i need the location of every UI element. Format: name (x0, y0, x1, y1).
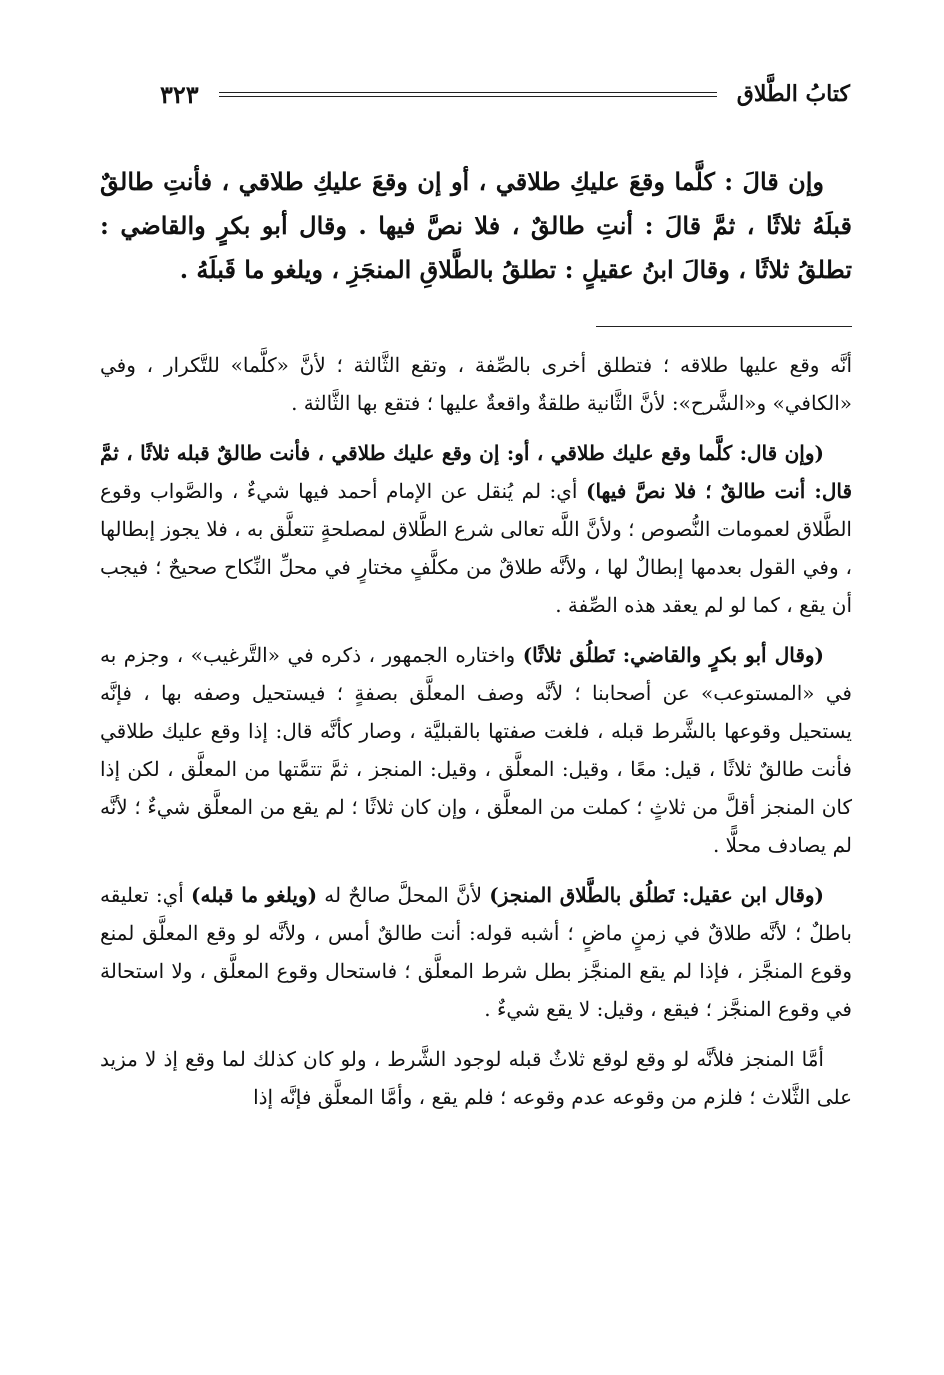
page-header (160, 72, 850, 116)
running-title: كتابُ الطَّلاق (736, 81, 850, 107)
quoted-matn: (وإن قال: كلَّما وقع عليك طلاقي ، أو: إن وقع عليك طلاقي ، فأنت طالقٌ قبله ثلاثًا ، ثمَّ قال: أنت طالقٌ ؛ فلا نصَّ فيها) (100, 441, 852, 503)
quoted-matn: (وقال أبو بكرٍ والقاضي: تَطلُق ثلاثًا) (522, 643, 824, 667)
commentary-text: لأنَّ المحلَّ صالحٌ له (317, 883, 490, 907)
commentary-paragraph-3 (100, 636, 852, 864)
main-text-paragraph: وإن قالَ : كلَّما وقعَ عليكِ طلاقي ، أو إن وقعَ عليكِ طلاقي ، فأنتِ طالقٌ قبلَهُ ثلاثًا ، ثمَّ قالَ : أنتِ طالقٌ ، فلا نصَّ فيها . وقال أبو بكرٍ والقاضي : تطلقُ ثلاثًا ، وقالَ ابنُ عقيلٍ : تطلقُ بالطَّلاقِ المنجَزِ ، ويلغو ما قَبلَهُ . (100, 167, 852, 284)
quoted-matn: (وقال ابن عقيل: تَطلُق بالطَّلاق المنجز) (489, 883, 825, 907)
quoted-matn: (ويلغو ما قبله) (191, 883, 318, 907)
header-rule (219, 92, 717, 97)
commentary (100, 346, 852, 1128)
commentary-paragraph-2 (100, 434, 852, 624)
commentary-text: واختاره الجمهور ، ذكره في «التَّرغيب» ، وجزم به في «المستوعب» عن أصحابنا ؛ لأنَّه وصف المعلَّق بصفةٍ ؛ فيستحيل وصفه بها ، فإنَّه يستحيل وقوعها بالشَّرط قبله ، فلغت صفتها بالقبليَّة ، وصار كأنَّه قال: إذا وقع عليك طلاقي فأنت طالقٌ ثلاثًا ، قيل: معًا ، وقيل: المعلَّق ، وقيل: المنجز ، ثمَّ تتمَّتها من المعلَّق ، لكن إذا كان المنجز أقلَّ من ثلاثٍ ؛ كملت من المعلَّق ، وإن كان ثلاثًا ؛ لم يقع من المعلَّق شيءٌ ؛ لأنَّه لم يصادف محلًّا . (100, 643, 852, 857)
commentary-text: أي: لم يُنقل عن الإمام أحمد فيها شيءٌ ، والصَّواب وقوع الطَّلاق لعمومات النُّصوص ؛ ولأنَّ اللَّه تعالى شرع الطَّلاق لمصلحةٍ تتعلَّق به ، فلا يجوز إبطالها ، وفي القول بعدمها إبطالٌ لها ، ولأنَّه طلاقٌ من مكلَّفٍ مختارٍ في محلِّ النِّكاح صحيحٌ ؛ فيجب أن يقع ، كما لو لم يعقد هذه الصِّفة . (100, 479, 853, 617)
footnote-divider (596, 326, 852, 327)
page-number: ٣٢٣ (160, 79, 199, 109)
commentary-text: أي: تعليقه باطلٌ ؛ لأنَّه طلاقٌ في زمنٍ ماضٍ ؛ أشبه قوله: أنت طالقٌ أمس ، ولأنَّه لو وقع المعلَّق لمنع وقوع المنجَّز ، فإذا لم يقع المنجَّز بطل شرط المعلَّق ؛ فاستحال وقوع المعلَّق ، ولا استحالة في وقوع المنجَّز ؛ فيقع ، وقيل: لا يقع شيءٌ . (100, 883, 852, 1021)
commentary-paragraph-5: أمَّا المنجز فلأنَّه لو وقع لوقع ثلاثٌ قبله لوجود الشَّرط ، ولو كان كذلك لما وقع إذ لا مزيد على الثَّلاث ؛ فلزم من وقوعه عدم وقوعه ؛ فلم يقع ، وأمَّا المعلَّق فإنَّه إذا (100, 1047, 852, 1109)
commentary-paragraph-4 (100, 876, 852, 1028)
main-text (100, 160, 852, 292)
commentary-paragraph-1: أنَّه وقع عليها طلاقه ؛ فتطلق أخرى بالصِّفة ، وتقع الثَّالثة ؛ لأنَّ «كلَّما» للتَّكرار ، وفي «الكافي» و«الشَّرح»: لأنَّ الثَّانية طلقةٌ واقعةٌ عليها ؛ فتقع بها الثَّالثة . (100, 353, 852, 415)
